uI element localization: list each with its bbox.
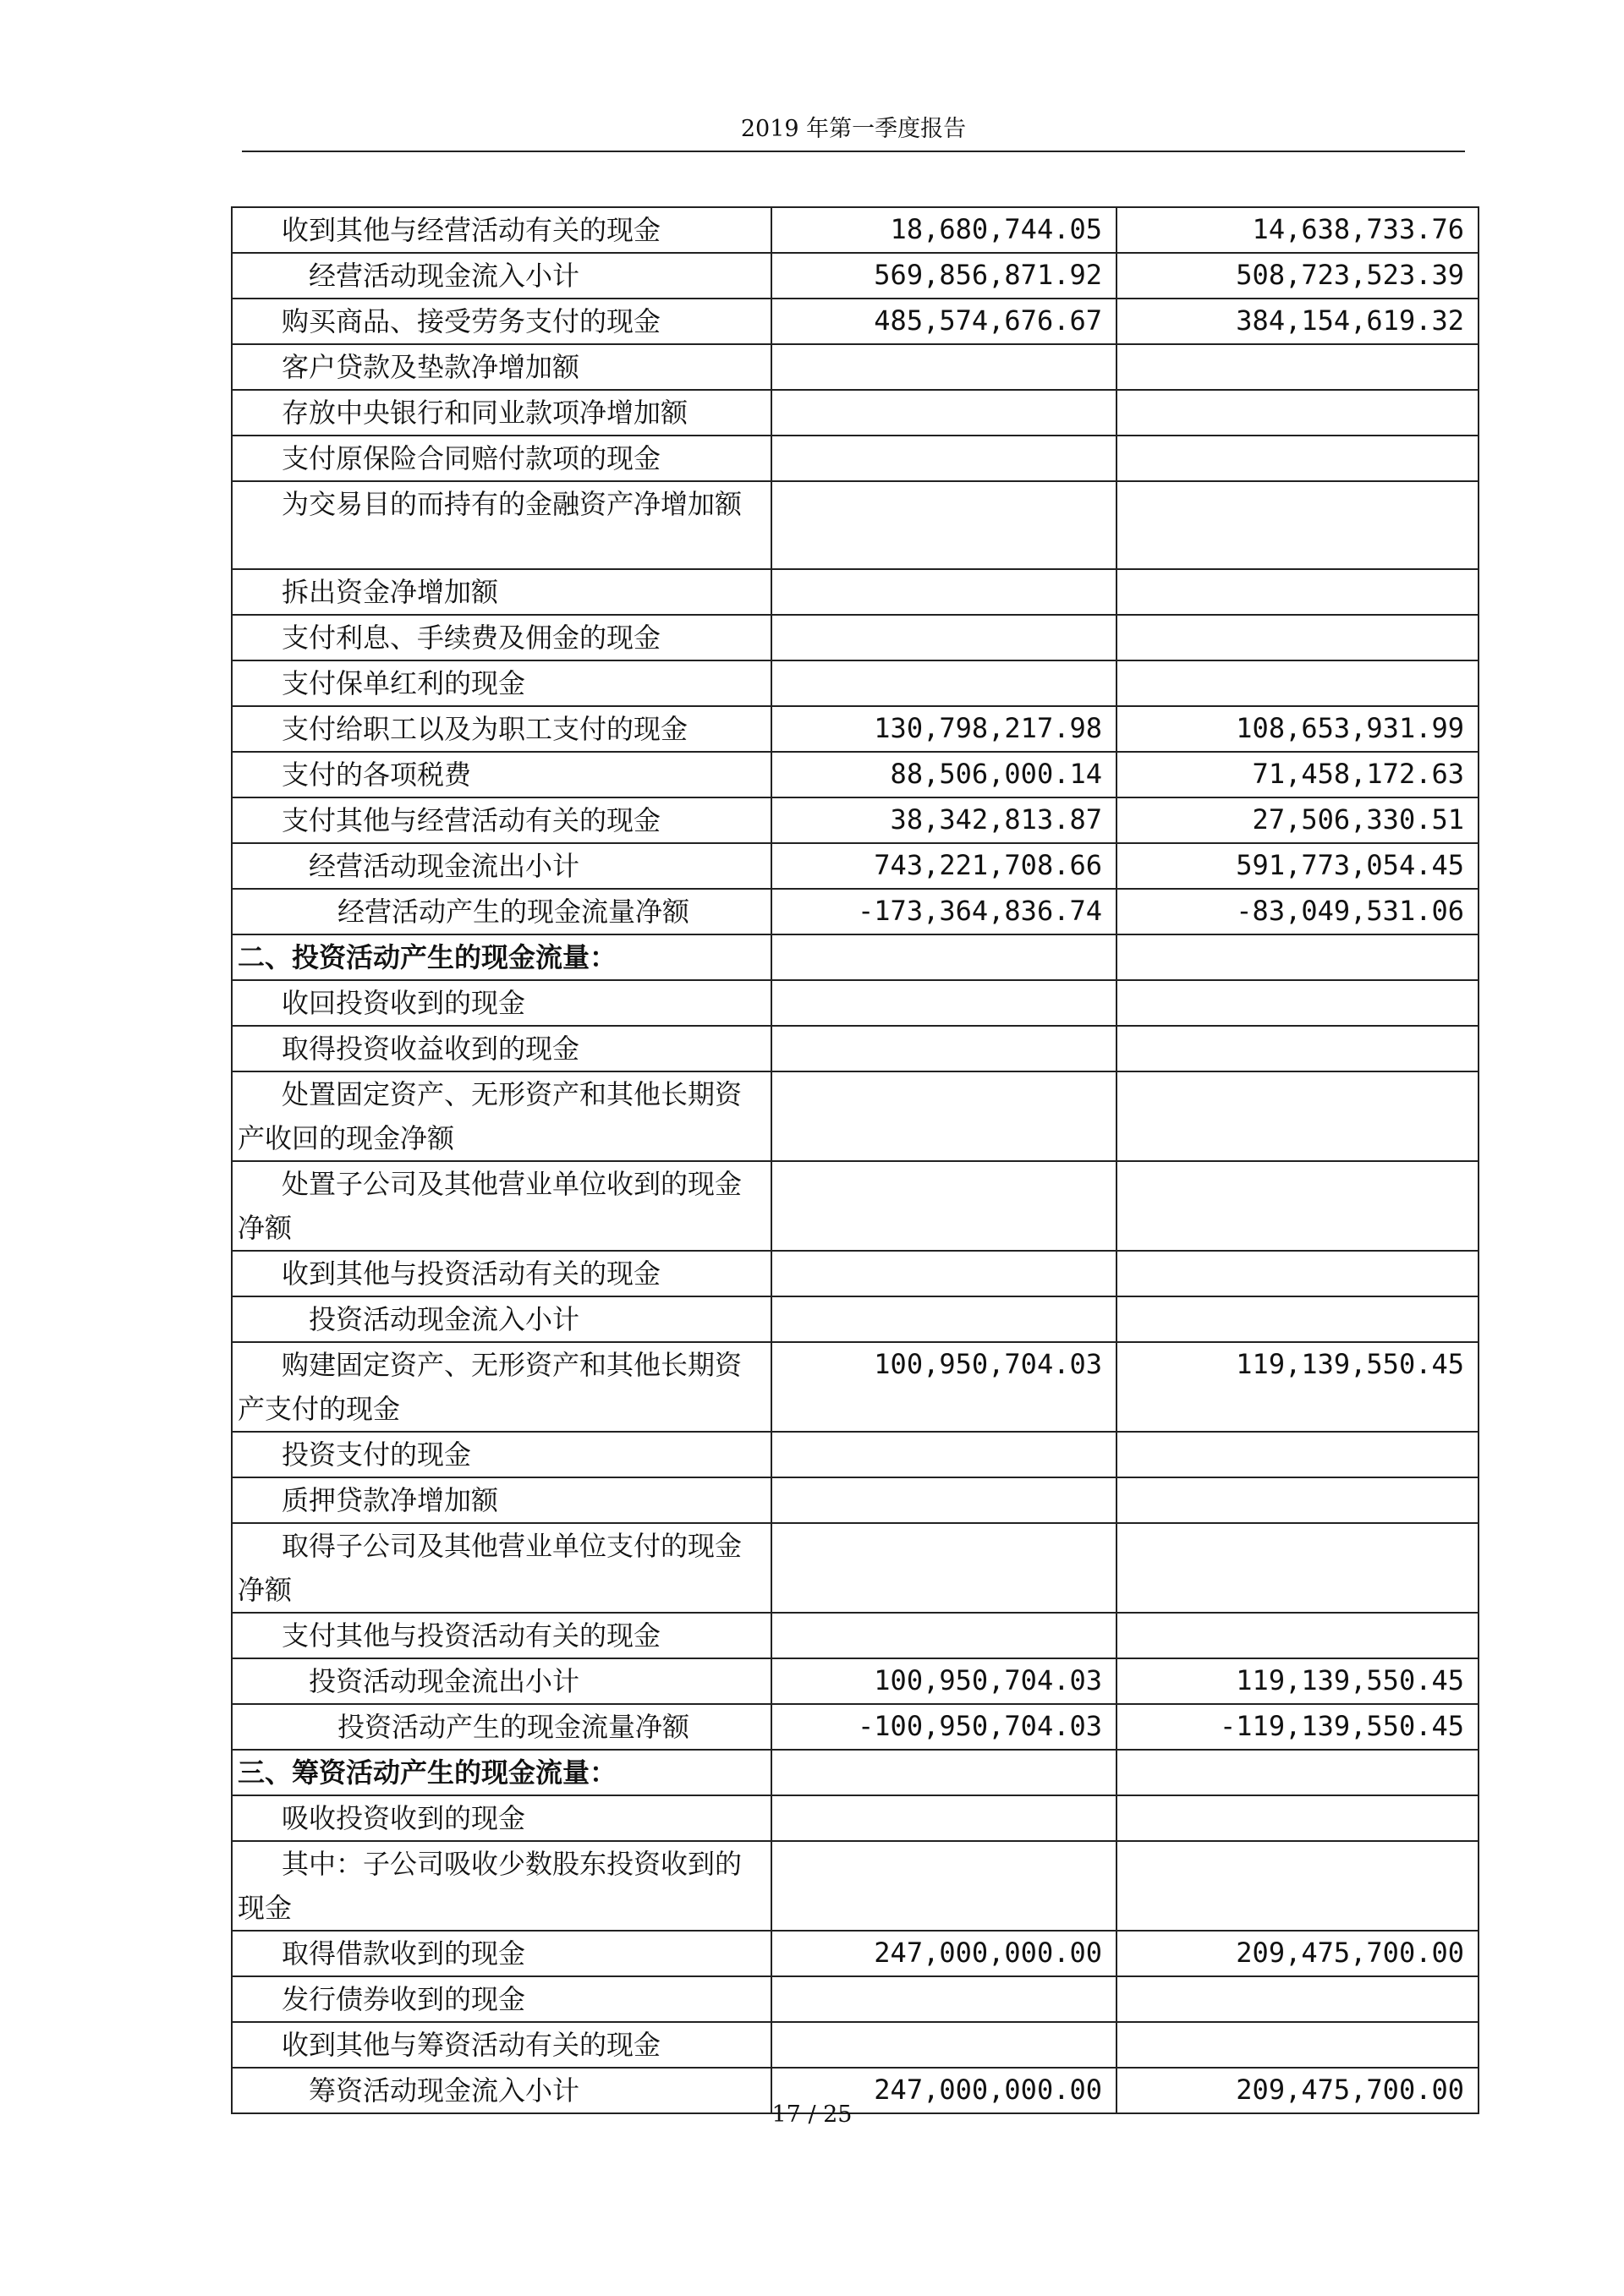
prior-period-value: [1116, 1026, 1479, 1071]
current-period-value: [771, 615, 1116, 660]
table-row: [232, 889, 1479, 934]
prior-period-value: [1116, 1161, 1479, 1251]
prior-period-value: 209,475,700.00: [1116, 2068, 1479, 2113]
prior-period-value: -83,049,531.06: [1116, 889, 1479, 934]
row-label: 收回投资收到的现金: [232, 980, 771, 1026]
prior-period-value: [1116, 1795, 1479, 1841]
prior-period-value: [1116, 1976, 1479, 2022]
row-label: 支付的各项税费: [232, 752, 771, 797]
row-label: 发行债券收到的现金: [232, 1976, 771, 2022]
current-period-value: [771, 934, 1116, 980]
table-row: [232, 1342, 1479, 1432]
page-number: [0, 2101, 1624, 2128]
row-label: 拆出资金净增加额: [232, 569, 771, 615]
table-row: [232, 390, 1479, 436]
prior-period-value: [1116, 934, 1479, 980]
table-row: [232, 843, 1479, 889]
table-row: [232, 344, 1479, 390]
table-row: [232, 253, 1479, 299]
current-period-value: 38,342,813.87: [771, 797, 1116, 843]
table-row: [232, 1432, 1479, 1477]
prior-period-value: 384,154,619.32: [1116, 299, 1479, 344]
table-row: [232, 207, 1479, 253]
table-row: [232, 660, 1479, 706]
row-label: 经营活动产生的现金流量净额: [232, 889, 771, 934]
row-label: 经营活动现金流入小计: [232, 253, 771, 299]
section-heading: 二、投资活动产生的现金流量：: [232, 934, 771, 980]
prior-period-value: [1116, 436, 1479, 481]
current-period-value: [771, 1432, 1116, 1477]
prior-period-value: [1116, 344, 1479, 390]
row-label: 投资活动现金流入小计: [232, 1296, 771, 1342]
prior-period-value: [1116, 1523, 1479, 1613]
row-label: 为交易目的而持有的金融资产净增加额: [232, 481, 771, 569]
table-row: [232, 481, 1479, 569]
current-period-value: 743,221,708.66: [771, 843, 1116, 889]
prior-period-value: [1116, 980, 1479, 1026]
prior-period-value: [1116, 481, 1479, 569]
current-period-value: [771, 1296, 1116, 1342]
page-header: [242, 108, 1465, 152]
table-row: [232, 1931, 1479, 1976]
current-period-value: 88,506,000.14: [771, 752, 1116, 797]
prior-period-value: [1116, 1477, 1479, 1523]
prior-period-value: [1116, 1613, 1479, 1658]
current-period-value: [771, 1976, 1116, 2022]
current-period-value: [771, 1841, 1116, 1931]
current-period-value: [771, 1251, 1116, 1296]
current-period-value: 100,950,704.03: [771, 1342, 1116, 1432]
current-period-value: -173,364,836.74: [771, 889, 1116, 934]
table-row: [232, 569, 1479, 615]
current-period-value: 100,950,704.03: [771, 1658, 1116, 1704]
table-row: [232, 1071, 1479, 1161]
prior-period-value: 591,773,054.45: [1116, 843, 1479, 889]
current-period-value: 569,856,871.92: [771, 253, 1116, 299]
prior-period-value: [1116, 1296, 1479, 1342]
table-row: [232, 299, 1479, 344]
table-row: [232, 1477, 1479, 1523]
row-label: 质押贷款净增加额: [232, 1477, 771, 1523]
prior-period-value: 14,638,733.76: [1116, 207, 1479, 253]
row-label: 吸收投资收到的现金: [232, 1795, 771, 1841]
prior-period-value: [1116, 660, 1479, 706]
row-label: 经营活动现金流出小计: [232, 843, 771, 889]
row-label: 收到其他与经营活动有关的现金: [232, 207, 771, 253]
table-row: [232, 1251, 1479, 1296]
prior-period-value: -119,139,550.45: [1116, 1704, 1479, 1750]
current-period-value: [771, 481, 1116, 569]
prior-period-value: 119,139,550.45: [1116, 1658, 1479, 1704]
prior-period-value: 27,506,330.51: [1116, 797, 1479, 843]
row-label: 支付其他与投资活动有关的现金: [232, 1613, 771, 1658]
page-number-text: 17 / 25: [771, 2101, 853, 2128]
row-label: 处置固定资产、无形资产和其他长期资产收回的现金净额: [232, 1071, 771, 1161]
table-row: [232, 2022, 1479, 2068]
prior-period-value: 71,458,172.63: [1116, 752, 1479, 797]
current-period-value: 18,680,744.05: [771, 207, 1116, 253]
table-row: [232, 1026, 1479, 1071]
row-label: 存放中央银行和同业款项净增加额: [232, 390, 771, 436]
section-heading: 三、筹资活动产生的现金流量：: [232, 1750, 771, 1795]
row-label: 购建固定资产、无形资产和其他长期资产支付的现金: [232, 1342, 771, 1432]
current-period-value: [771, 344, 1116, 390]
prior-period-value: [1116, 1841, 1479, 1931]
prior-period-value: [1116, 1251, 1479, 1296]
row-label: 支付其他与经营活动有关的现金: [232, 797, 771, 843]
current-period-value: [771, 569, 1116, 615]
table-row: [232, 1841, 1479, 1931]
table-row: [232, 706, 1479, 752]
table-row: [232, 1613, 1479, 1658]
table-row: [232, 934, 1479, 980]
table-row: [232, 752, 1479, 797]
row-label: 支付给职工以及为职工支付的现金: [232, 706, 771, 752]
row-label: 客户贷款及垫款净增加额: [232, 344, 771, 390]
current-period-value: [771, 1026, 1116, 1071]
prior-period-value: [1116, 1750, 1479, 1795]
table-row: [232, 797, 1479, 843]
row-label: 投资活动现金流出小计: [232, 1658, 771, 1704]
current-period-value: [771, 980, 1116, 1026]
current-period-value: [771, 1750, 1116, 1795]
table-row: [232, 1704, 1479, 1750]
current-period-value: [771, 436, 1116, 481]
current-period-value: [771, 1477, 1116, 1523]
prior-period-value: [1116, 569, 1479, 615]
table-row: [232, 436, 1479, 481]
table-row: [232, 1658, 1479, 1704]
table-row: [232, 615, 1479, 660]
table-row: [232, 1795, 1479, 1841]
row-label: 取得投资收益收到的现金: [232, 1026, 771, 1071]
table-row: [232, 1523, 1479, 1613]
table-row: [232, 1161, 1479, 1251]
cash-flow-table-body: [232, 207, 1479, 2113]
current-period-value: 130,798,217.98: [771, 706, 1116, 752]
row-label: 投资支付的现金: [232, 1432, 771, 1477]
prior-period-value: [1116, 1432, 1479, 1477]
current-period-value: [771, 1795, 1116, 1841]
row-label: 投资活动产生的现金流量净额: [232, 1704, 771, 1750]
current-period-value: [771, 1523, 1116, 1613]
current-period-value: [771, 660, 1116, 706]
row-label: 收到其他与投资活动有关的现金: [232, 1251, 771, 1296]
current-period-value: [771, 390, 1116, 436]
prior-period-value: [1116, 615, 1479, 660]
row-label: 处置子公司及其他营业单位收到的现金净额: [232, 1161, 771, 1251]
row-label: 筹资活动现金流入小计: [232, 2068, 771, 2113]
current-period-value: [771, 1161, 1116, 1251]
prior-period-value: [1116, 390, 1479, 436]
current-period-value: [771, 2022, 1116, 2068]
row-label: 其中：子公司吸收少数股东投资收到的现金: [232, 1841, 771, 1931]
report-title: 2019 年第一季度报告: [740, 116, 967, 142]
current-period-value: -100,950,704.03: [771, 1704, 1116, 1750]
row-label: 支付原保险合同赔付款项的现金: [232, 436, 771, 481]
prior-period-value: [1116, 2022, 1479, 2068]
current-period-value: 247,000,000.00: [771, 2068, 1116, 2113]
row-label: 取得借款收到的现金: [232, 1931, 771, 1976]
current-period-value: [771, 1071, 1116, 1161]
current-period-value: 485,574,676.67: [771, 299, 1116, 344]
table-row: [232, 1296, 1479, 1342]
cash-flow-table: [231, 206, 1479, 2114]
current-period-value: [771, 1613, 1116, 1658]
prior-period-value: 209,475,700.00: [1116, 1931, 1479, 1976]
prior-period-value: [1116, 1071, 1479, 1161]
prior-period-value: 119,139,550.45: [1116, 1342, 1479, 1432]
row-label: 支付保单红利的现金: [232, 660, 771, 706]
row-label: 取得子公司及其他营业单位支付的现金净额: [232, 1523, 771, 1613]
row-label: 收到其他与筹资活动有关的现金: [232, 2022, 771, 2068]
row-label: 支付利息、手续费及佣金的现金: [232, 615, 771, 660]
table-row: [232, 1750, 1479, 1795]
table-row: [232, 980, 1479, 1026]
current-period-value: 247,000,000.00: [771, 1931, 1116, 1976]
table-row: [232, 1976, 1479, 2022]
prior-period-value: 108,653,931.99: [1116, 706, 1479, 752]
prior-period-value: 508,723,523.39: [1116, 253, 1479, 299]
row-label: 购买商品、接受劳务支付的现金: [232, 299, 771, 344]
